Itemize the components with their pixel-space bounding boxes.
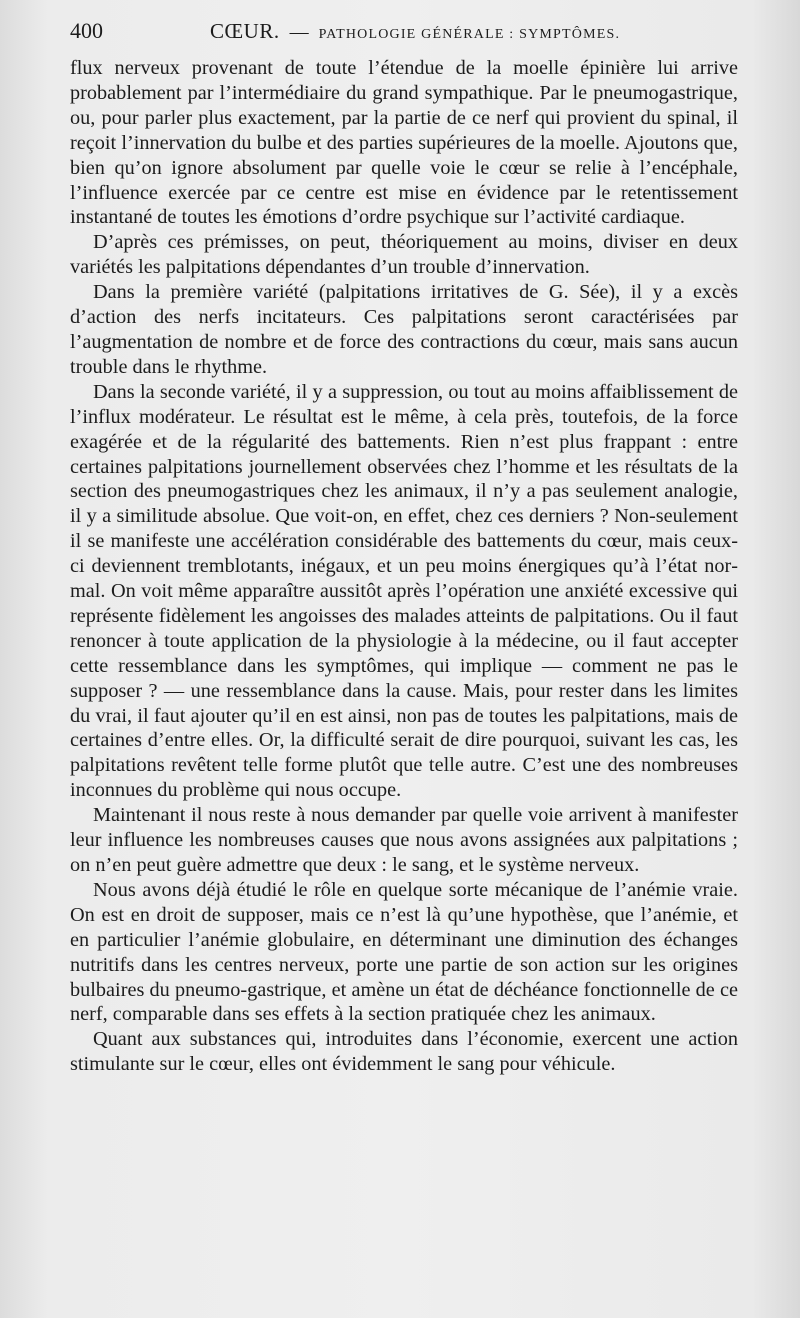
title-separator: — bbox=[289, 22, 309, 43]
page-number: 400 bbox=[70, 18, 103, 43]
body-text bbox=[70, 56, 738, 1077]
paragraph: D’après ces prémisses, on peut, théoriquement au moins, diviser en deux variétés les palpitations dépendantes d’un trouble d’innervation. bbox=[70, 231, 738, 279]
paragraph: Dans la seconde variété, il y a suppression, ou tout au moins affaiblissement de l’influx modérateur. Le résultat est le même, à cela près, toutefois, de la force exagérée et de la régularité des battements. Rien n’est plus frappant : entre certaines palpitations journellement observées chez l’homme et les résultats de la section des pneumogastriques chez les animaux, il n’y a pas seulement analogie, il y a similitude absolue. Que voit-on, en effet, chez ces derniers ? Non-seulement il se manifeste une accélération considérable des battements du cœur, mais ceux-ci deviennent tremblotants, inégaux, et un peu moins énergiques qu’à l’état normal. On voit même apparaître aussitôt après l’opération une anxiété excessive qui représente fidèlement les angoisses des malades atteints de palpitations. Ou il faut renoncer à toute application de la physiologie à la médecine, ou il faut accepter cette ressemblance dans les symptômes, qui implique — comment ne pas le supposer ? — une ressemblance dans la cause. Mais, pour rester dans les limites du vrai, il faut ajouter qu’il en est ainsi, non pas de toutes les palpitations, mais de certaines d’entre elles. Or, la difficulté serait de dire pourquoi, suivant les cas, les palpitations revêtent telle forme plutôt que telle autre. C’est une des nombreuses inconnues du problème qui nous occupe. bbox=[70, 380, 738, 802]
paragraph: Nous avons déjà étudié le rôle en quelque sorte mécanique de l’anémie vraie. On est en droit de supposer, mais ce n’est là qu’une hypothèse, que l’anémie, et en particulier l’anémie globulaire, en déterminant une diminution des échanges nutritifs dans les centres nerveux, porte une partie de son action sur les origines bulbaires du pneumo-gastrique, et amène un état de déchéance fonctionnelle de ce nerf, comparable dans ses effets à la section pratiquée chez les animaux. bbox=[70, 878, 738, 1026]
paragraph: Quant aux substances qui, introduites dans l’économie, exercent une action stimulante sur le cœur, elles ont évidemment le sang pour véhicule. bbox=[70, 1028, 738, 1076]
chapter-title: CŒUR. bbox=[210, 19, 280, 43]
running-head bbox=[70, 18, 738, 48]
paragraph: Maintenant il nous reste à nous demander par quelle voie arrivent à manifester leur influence les nombreuses causes que nous avons assignées aux palpitations ; on n’en peut guère admettre que deux : le sang, et le système nerveux. bbox=[70, 804, 738, 876]
paragraph-continuation: flux nerveux provenant de toute l’étendue de la moelle épinière lui arrive probablement par l’intermédiaire du grand sympathique. Par le pneumogastrique, ou, pour parler plus exactement, par la partie de ce nerf qui provient du spinal, il reçoit l’innervation du bulbe et des parties supérieures de la moelle. Ajoutons que, bien qu’on ignore absolument par quelle voie le cœur se relie à l’encéphale, l’influence exercée par ce centre est mise en évidence par le retentissement instantané de toutes les émotions d’ordre psychique sur l’activité cardiaque. bbox=[70, 57, 738, 229]
paragraph: Dans la première variété (palpitations irritatives de G. Sée), il y a excès d’action des nerfs incitateurs. Ces palpitations seront caractérisées par l’augmentation de nombre et de force des contractions du cœur, mais sans aucun trouble dans le rhythme. bbox=[70, 281, 738, 378]
section-subtitle: PATHOLOGIE GÉNÉRALE : SYMPTÔMES. bbox=[318, 27, 621, 42]
